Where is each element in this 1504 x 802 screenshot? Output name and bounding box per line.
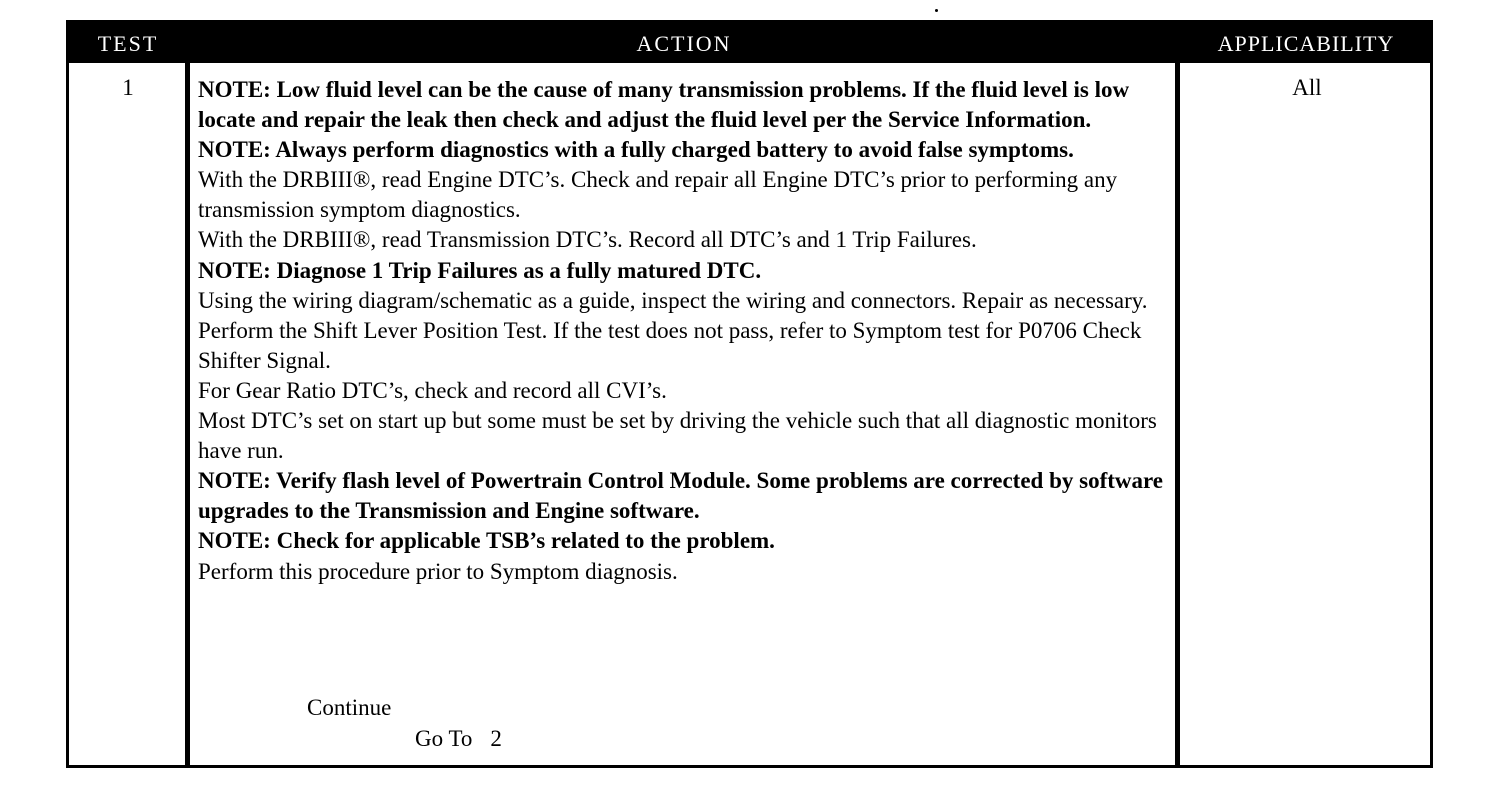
column-divider-2 — [1175, 63, 1180, 765]
goto-instruction — [415, 726, 502, 752]
table-header — [69, 23, 1430, 63]
column-divider-1 — [185, 63, 190, 765]
header-action: ACTION — [636, 31, 732, 56]
action-line: Perform the Shift Lever Position Test. If the test does not pass, refer to Symptom test for P0706 Check Shifter Signal. — [198, 317, 1142, 373]
goto-label: Go To — [415, 726, 473, 751]
goto-target: 2 — [490, 726, 502, 751]
applicability-value: All — [1292, 75, 1322, 100]
test-number: 1 — [122, 75, 134, 100]
diagnostic-test-table — [66, 20, 1433, 768]
action-line: Most DTC’s set on start up but some must be set by driving the vehicle such that all diagnostic monitors have run. — [198, 408, 1157, 464]
action-line: NOTE: Verify flash level of Powertrain Control Module. Some problems are corrected by software upgrades to the Transmission and Engine software. — [198, 468, 1164, 524]
action-line: With the DRBIII®, read Transmission DTC’s. Record all DTC’s and 1 Trip Failures. — [198, 227, 977, 253]
continue-label: Continue — [307, 695, 392, 720]
action-line: NOTE: Always perform diagnostics with a fully charged battery to avoid false symptoms. — [198, 137, 1074, 163]
action-line: NOTE: Low fluid level can be the cause of many transmission problems. If the fluid level is low locate and repair the leak then check and adjust the fluid level per the Service Information. — [198, 77, 1130, 133]
stray-dot — [935, 9, 938, 12]
action-line: NOTE: Diagnose 1 Trip Failures as a fully matured DTC. — [198, 257, 762, 283]
header-test: TEST — [97, 31, 159, 56]
header-applicability: APPLICABILITY — [1217, 31, 1395, 56]
action-cell — [198, 75, 1173, 587]
action-line: Perform this procedure prior to Symptom diagnosis. — [198, 558, 678, 584]
action-line: For Gear Ratio DTC’s, check and record all CVI’s. — [198, 377, 667, 403]
action-line: NOTE: Check for applicable TSB’s related to the problem. — [198, 528, 775, 554]
action-line: Using the wiring diagram/schematic as a guide, inspect the wiring and connectors. Repair as necessary. — [198, 287, 1148, 313]
action-line: With the DRBIII®, read Engine DTC’s. Check and repair all Engine DTC’s prior to performing any transmission symptom diagnostics. — [198, 167, 1118, 223]
